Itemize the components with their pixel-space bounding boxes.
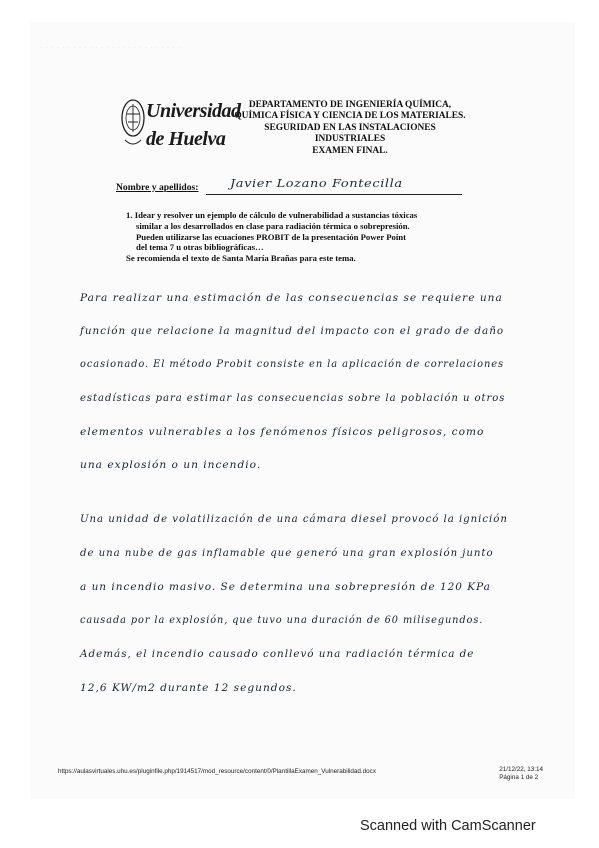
answer-line xyxy=(80,292,560,304)
footer-meta xyxy=(499,766,543,782)
footer-url: https://aulasvirtuales.uhu.es/pluginfile.php/1914517/mod_resource/content/0/PlantillaExamen_Vulnerabilidad.docx xyxy=(58,768,376,775)
answer-line-text: función que relacione la magnitud del impacto con el grado de daño xyxy=(80,325,505,337)
question-line: similar a los desarrollados en clase para radiación térmica o sobrepresión. xyxy=(136,220,410,231)
footer-page-number: Página 1 de 2 xyxy=(499,774,539,781)
answer-line xyxy=(80,614,560,626)
name-underline xyxy=(206,194,462,195)
answer-line xyxy=(80,459,560,471)
answer-line-text: estadísticas para estimar las consecuencias sobre la población u otros xyxy=(80,392,506,404)
student-name-handwritten: Javier Lozano Fontecilla xyxy=(230,177,403,190)
department-line: SEGURIDAD EN LAS INSTALACIONES xyxy=(264,122,436,133)
answer-line-text: 12,6 KW/m2 durante 12 segundos. xyxy=(80,682,297,694)
show-through-text: · · · · · · · · · · · · · · · · · · · · · · · · · · xyxy=(40,42,181,52)
student-name-label: Nombre y apellidos: xyxy=(116,182,199,193)
scanned-page xyxy=(30,22,575,799)
footer-date: 21/12/22, 13:14 xyxy=(499,766,543,773)
answer-line xyxy=(80,682,560,694)
answer-line xyxy=(80,513,560,525)
question-line: Pueden utilizarse las ecuaciones PROBIT de la presentación Power Point xyxy=(136,231,407,242)
answer-line xyxy=(80,426,560,438)
answer-line-text: Una unidad de volatilización de una cámara diesel provocó la ignición xyxy=(80,513,508,525)
department-line: DEPARTAMENTO DE INGENIERÍA QUÍMICA, xyxy=(248,100,452,110)
answer-line xyxy=(80,392,560,404)
university-logo xyxy=(120,94,241,176)
answer-line xyxy=(80,547,560,559)
answer-line xyxy=(80,358,560,370)
logo-text-line2: de Huelva xyxy=(146,128,226,150)
answer-line-text: elementos vulnerables a los fenómenos físicos peligrosos, como xyxy=(80,426,485,438)
answer-line-text: ocasionado. El método Probit consiste en la aplicación de correlaciones xyxy=(80,358,504,370)
student-name-row xyxy=(116,178,486,196)
question-line: Se recomienda el texto de Santa María Brañas para este tema. xyxy=(126,253,356,264)
camscanner-watermark: Scanned with CamScanner xyxy=(360,818,536,834)
question-block xyxy=(126,210,456,264)
department-line: QUÍMICA FÍSICA Y CIENCIA DE LOS MATERIALES. xyxy=(234,111,466,122)
answer-line xyxy=(80,581,560,593)
exam-title: EXAMEN FINAL. xyxy=(312,145,388,156)
answer-line xyxy=(80,648,560,660)
question-line: del tema 7 u otras bibliográficas… xyxy=(136,242,264,253)
answer-line-text: a un incendio masivo. Se determina una sobrepresión de 120 KPa xyxy=(80,581,491,593)
department-line: INDUSTRIALES xyxy=(314,134,386,145)
answer-line xyxy=(80,325,560,337)
answer-line-text: Para realizar una estimación de las consecuencias se requiere una xyxy=(80,292,503,304)
logo-text-line1: Universidad xyxy=(146,100,241,122)
answer-line-text: Además, el incendio causado conllevó una radiación térmica de xyxy=(80,648,475,660)
answer-line-text: de una nube de gas inflamable que generó una gran explosión junto xyxy=(80,547,494,559)
department-heading xyxy=(230,100,470,157)
university-seal-icon xyxy=(120,96,146,156)
answer-line-text: causada por la explosión, que tuvo una duración de 60 milisegundos. xyxy=(80,614,484,626)
question-line: 1. Idear y resolver un ejemplo de cálculo de vulnerabilidad a sustancias tóxicas xyxy=(126,210,418,220)
answer-line-text: una explosión o un incendio. xyxy=(80,459,262,471)
